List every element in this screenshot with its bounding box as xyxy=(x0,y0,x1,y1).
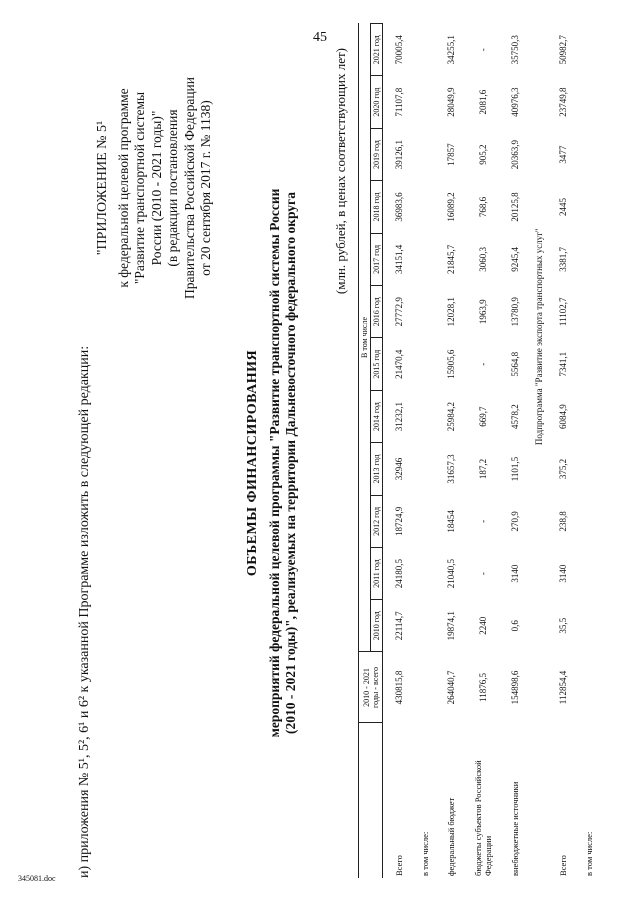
table-cell: 32946 xyxy=(394,457,404,481)
table-row xyxy=(467,24,499,879)
table-cell: - xyxy=(478,48,488,52)
year-header: 2014 год xyxy=(371,390,383,442)
table-row xyxy=(547,24,579,879)
table-cell: 40976,3 xyxy=(510,87,520,117)
document-heading xyxy=(245,168,299,758)
appendix-line: (в редакции постановления xyxy=(165,109,180,267)
table-cell: 187,2 xyxy=(478,458,488,480)
table-cell: 1963,9 xyxy=(478,299,488,325)
appendix-line: России (2010 - 2021 годы)" xyxy=(148,110,164,266)
year-header: 2015 год xyxy=(371,338,383,390)
table-cell: 34255,1 xyxy=(446,35,456,65)
table-cell: 264040,7 xyxy=(446,670,456,705)
table-cell: 12028,1 xyxy=(446,297,456,327)
table-cell: 21040,5 xyxy=(446,558,456,589)
table-cell: 25984,2 xyxy=(446,401,456,432)
table-cell: 11876,5 xyxy=(478,673,488,702)
table-cell: 11102,7 xyxy=(558,297,568,327)
table-cell: 3140 xyxy=(510,564,520,583)
year-header: 2016 год xyxy=(371,286,383,338)
table-cell: 20363,9 xyxy=(510,139,520,170)
table-cell: 270,9 xyxy=(510,511,520,532)
appendix-title: "ПРИЛОЖЕНИЕ № 5¹ xyxy=(95,120,110,256)
table-cell: 0,6 xyxy=(510,620,520,632)
page-number: 45 xyxy=(313,30,327,45)
table-cell: 905,2 xyxy=(478,144,488,165)
table-row xyxy=(435,24,467,879)
header-total-top: 2010 - 2021 xyxy=(361,668,371,707)
table-cell: 6084,9 xyxy=(558,404,568,429)
header-total-bottom: годы - всего xyxy=(370,667,380,708)
table-cell: 112854,4 xyxy=(558,670,568,705)
table-cell: 28049,9 xyxy=(446,87,456,117)
table-cell: 71107,8 xyxy=(394,87,404,117)
table-cell: 16089,2 xyxy=(446,192,456,222)
table-cell: 31657,3 xyxy=(446,454,456,484)
table-cell: 19874,1 xyxy=(446,611,456,641)
appendix-line: "Развитие транспортной системы xyxy=(132,91,147,285)
row-label: бюджеты субъектов Российской Федерации xyxy=(473,760,493,876)
table-cell: 35750,3 xyxy=(510,35,520,65)
subprogram-title: Подпрограмма "Развитие экспорта транспортных услуг" xyxy=(534,228,544,446)
header-empty xyxy=(359,723,383,878)
table-cell: 23749,8 xyxy=(558,87,568,117)
table-cell: 34151,4 xyxy=(394,244,404,275)
table-cell: 13780,9 xyxy=(510,297,520,327)
year-header: 2017 год xyxy=(371,233,383,285)
row-label: Всего xyxy=(558,855,568,876)
year-header: 2010 год xyxy=(371,600,383,652)
appendix-line: Правительства Российской Федерации xyxy=(181,77,197,299)
units-note: (млн. рублей, в ценах соответствующих лет) xyxy=(333,48,348,295)
table-cell: - xyxy=(478,362,488,366)
table-cell: 3140 xyxy=(558,564,568,583)
table-cell: 3381,7 xyxy=(558,247,568,272)
table-cell: 20125,8 xyxy=(510,192,520,222)
table-cell: 18724,9 xyxy=(394,506,404,537)
year-header: 2013 год xyxy=(371,443,383,495)
document-id: 345081.doc xyxy=(18,874,56,883)
table-cell: 50982,7 xyxy=(558,35,568,65)
row-label: в том числе: xyxy=(420,831,430,876)
table-cell: 5564,8 xyxy=(510,351,520,377)
year-header: 2012 год xyxy=(371,495,383,547)
year-header: 2018 год xyxy=(371,181,383,233)
table-cell: 21845,7 xyxy=(446,244,456,275)
table-row xyxy=(415,24,435,879)
table-row xyxy=(383,24,416,879)
table-cell: - xyxy=(478,572,488,576)
row-label: внебюджетные источники xyxy=(510,781,520,876)
header-total xyxy=(359,652,383,723)
financing-table xyxy=(358,23,599,878)
table-row xyxy=(531,24,547,879)
year-header: 2020 год xyxy=(371,76,383,128)
table-cell: 1101,5 xyxy=(510,456,520,482)
table-cell: 21470,4 xyxy=(394,349,404,379)
table-cell: 2240 xyxy=(478,616,488,635)
table-cell: 22114,7 xyxy=(394,611,404,641)
year-header: 2019 год xyxy=(371,128,383,180)
row-label: федеральный бюджет xyxy=(446,797,456,876)
table-cell: 17857 xyxy=(446,143,456,166)
year-header: 2011 год xyxy=(371,548,383,600)
table-cell: 15905,6 xyxy=(446,349,456,379)
table-cell: 154898,6 xyxy=(510,670,520,705)
empty-cell xyxy=(415,24,435,724)
table-cell: 35,5 xyxy=(558,617,568,634)
appendix-block xyxy=(95,58,215,318)
table-row xyxy=(579,24,599,879)
intro-text: и) приложения № 5¹, 5², 6¹ и 6² к указанной Программе изложить в следующей редакции: xyxy=(77,345,92,878)
table-cell: 70005,4 xyxy=(394,35,404,65)
table-cell: 3477 xyxy=(558,145,568,164)
table-cell: 430815,8 xyxy=(394,670,404,705)
table-cell: 39126,1 xyxy=(394,139,404,170)
table-cell: 238,8 xyxy=(558,511,568,532)
table-cell: 7341,1 xyxy=(558,351,568,377)
rotated-sheet xyxy=(15,23,615,878)
table-cell: 669,7 xyxy=(478,406,488,427)
table-cell: 375,2 xyxy=(558,458,568,480)
table-cell: 24180,5 xyxy=(394,558,404,589)
table-cell: 4578,2 xyxy=(510,404,520,429)
table-cell: 36983,6 xyxy=(394,192,404,222)
table-cell: 2445 xyxy=(558,197,568,216)
empty-cell xyxy=(579,24,599,724)
row-label: Всего xyxy=(394,855,404,876)
table-cell: - xyxy=(478,519,488,523)
appendix-line: к федеральной целевой программе xyxy=(115,88,131,288)
header-incl: В том числе xyxy=(359,24,371,652)
table-cell: 27772,9 xyxy=(394,297,404,327)
heading-title: ОБЪЕМЫ ФИНАНСИРОВАНИЯ xyxy=(245,349,260,577)
appendix-line: от 20 сентября 2017 г. № 1138) xyxy=(198,100,213,276)
heading-line: мероприятий федеральной целевой программы "Развитие транспортной системы России xyxy=(267,188,282,738)
table-row xyxy=(499,24,531,879)
table-cell: 18454 xyxy=(446,510,456,533)
table-cell: 2081,6 xyxy=(478,89,488,115)
table-cell: 3060,3 xyxy=(478,247,488,272)
table-cell: 31232,1 xyxy=(394,401,404,432)
table-cell: 9245,4 xyxy=(510,247,520,272)
table-cell: 768,6 xyxy=(478,196,488,218)
row-label: в том числе: xyxy=(584,831,594,876)
heading-line: (2010 - 2021 годы)", реализуемых на территории Дальневосточного федерального округа xyxy=(283,192,298,734)
year-header: 2021 год xyxy=(371,24,383,76)
